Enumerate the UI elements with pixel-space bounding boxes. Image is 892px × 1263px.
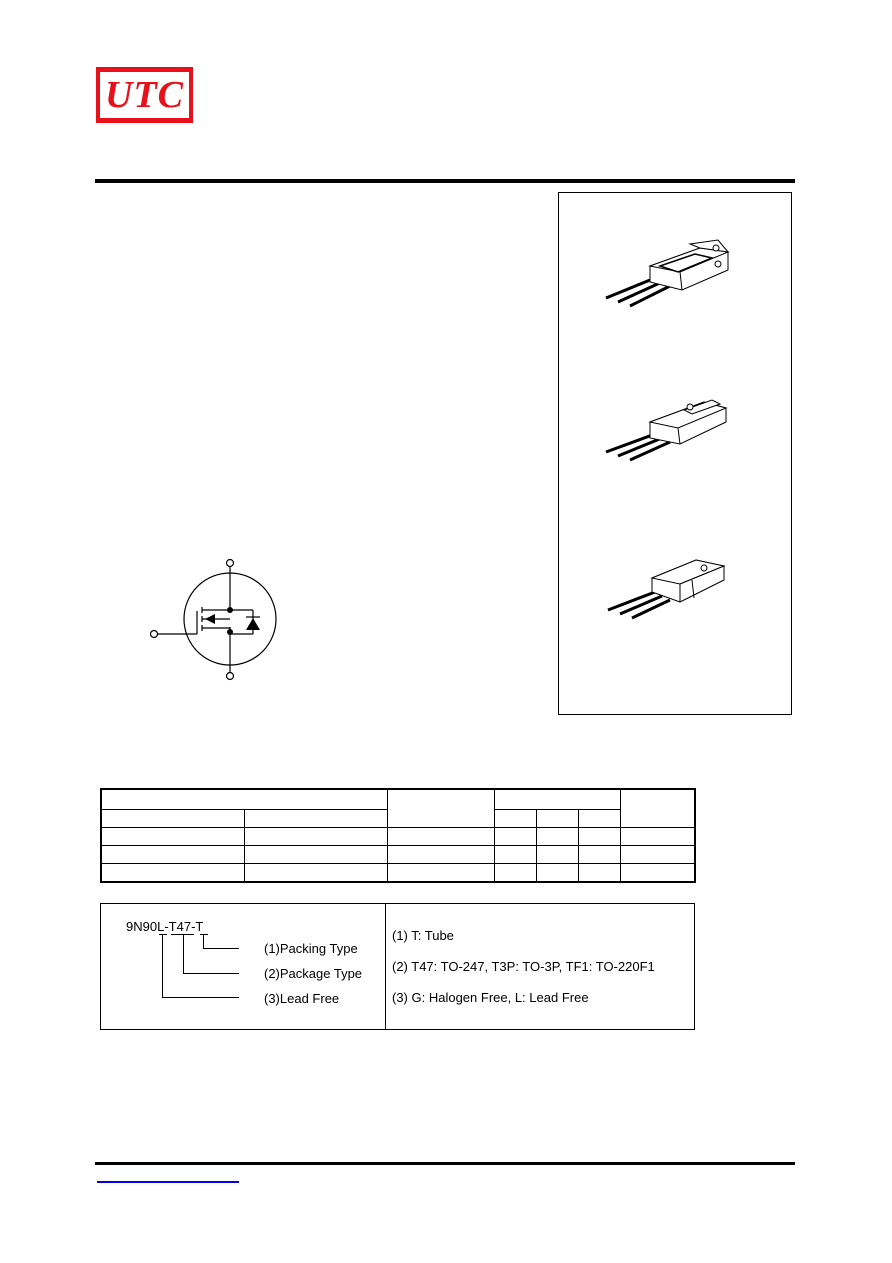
table-cell (101, 864, 244, 883)
package-to3p-image (600, 392, 735, 472)
table-cell (494, 864, 536, 883)
mosfet-symbol (145, 555, 285, 683)
table-row (101, 864, 695, 883)
package-to247-image (600, 238, 735, 318)
table-cell (620, 846, 695, 864)
table-cell (536, 810, 578, 828)
decoder-divider (385, 904, 386, 1029)
table-cell (620, 789, 695, 828)
ordering-info-table (100, 788, 696, 883)
part-number-decoder (100, 903, 695, 1030)
label-packing-type: (1)Packing Type (264, 941, 358, 956)
table-cell (578, 864, 620, 883)
part-separator: - (164, 919, 169, 934)
table-cell (101, 810, 244, 828)
table-cell (536, 828, 578, 846)
part-number (126, 920, 203, 933)
part-prefix: 9N90 (126, 919, 158, 934)
table-cell (101, 828, 244, 846)
table-cell (387, 828, 494, 846)
table-cell (536, 846, 578, 864)
table-cell (244, 846, 387, 864)
table-cell (101, 846, 244, 864)
website-link[interactable] (97, 1181, 239, 1183)
utc-logo (96, 67, 193, 123)
table-cell (101, 789, 387, 810)
table-cell (578, 846, 620, 864)
label-package-type: (2)Package Type (264, 966, 363, 981)
table-cell (494, 846, 536, 864)
header-rule (95, 179, 795, 183)
footer-rule (95, 1162, 795, 1165)
table-cell (387, 789, 494, 828)
desc-lead-free: (3) G: Halogen Free, L: Lead Free (392, 990, 589, 1005)
table-cell (578, 810, 620, 828)
table-cell (494, 828, 536, 846)
table-cell (244, 864, 387, 883)
table-cell (536, 864, 578, 883)
table-row (101, 828, 695, 846)
table-cell (578, 828, 620, 846)
table-cell (244, 810, 387, 828)
part-lead-code: L (157, 919, 165, 934)
desc-packing-type: (1) T: Tube (392, 928, 454, 943)
table-cell (494, 789, 620, 810)
table-row (101, 789, 695, 810)
table-cell (387, 846, 494, 864)
package-to220f1-image (600, 552, 735, 632)
table-cell (620, 828, 695, 846)
logo-text: UTC (105, 74, 184, 116)
table-cell (620, 864, 695, 883)
table-cell (387, 864, 494, 883)
table-cell (244, 828, 387, 846)
label-lead-free: (3)Lead Free (264, 991, 340, 1006)
part-package-code: T47 (168, 919, 192, 934)
table-cell (494, 810, 536, 828)
part-separator: - (191, 919, 196, 934)
desc-package-type: (2) T47: TO-247, T3P: TO-3P, TF1: TO-220F1 (392, 959, 655, 974)
part-packing-code: T (195, 919, 204, 934)
table-row (101, 846, 695, 864)
